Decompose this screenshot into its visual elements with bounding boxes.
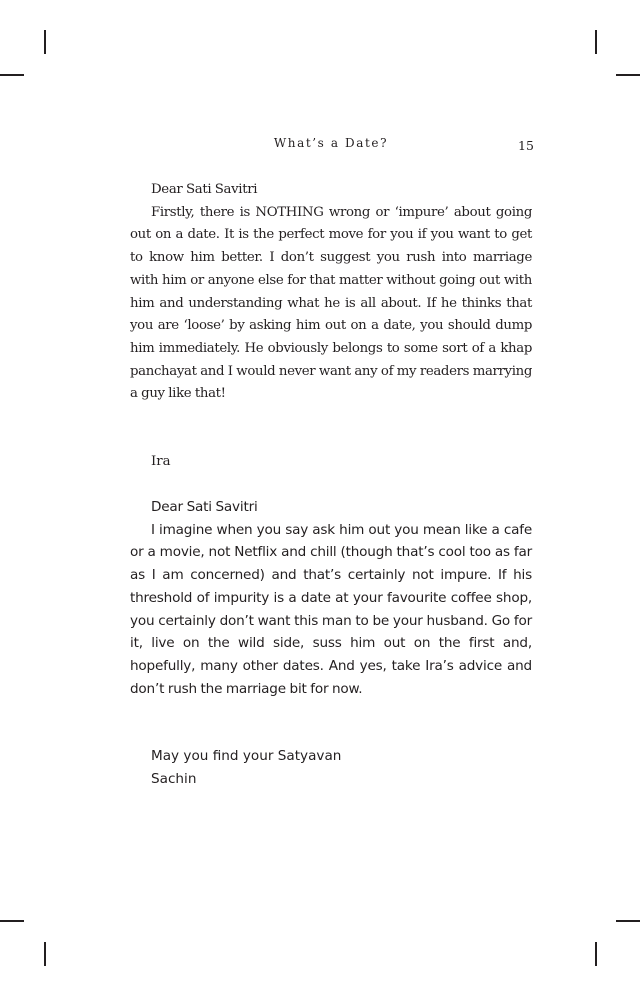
running-head-title: What’s a Date?	[273, 136, 389, 150]
crop-mark-bottom-left-horizontal	[0, 920, 24, 922]
letter-one	[130, 179, 532, 406]
letter-two-body: I imagine when you say ask him out you mean like a cafe or a movie, not Netflix and chill (though that’s cool too as far as I am concerned) and that’s certainly not impure. If his threshold of impurity is a date at your favourite coffee shop, you certainly don’t want this man to be your husband. Go for it, live on the wild side, suss him out on the first and, hopefully, many other dates. And yes, take Ira’s advice and don’t rush the marriage bit for now.	[130, 521, 532, 697]
crop-mark-top-right-horizontal	[616, 74, 640, 76]
letter-two-closing: May you find your Satyavan	[151, 748, 342, 764]
letter-two-salutation: Dear Sati Savitri	[151, 499, 258, 515]
letter-one-salutation: Dear Sati Savitri	[151, 182, 258, 197]
crop-mark-top-left-vertical	[44, 30, 46, 54]
crop-mark-bottom-left-vertical	[44, 942, 46, 966]
letter-one-body: Firstly, there is NOTHING wrong or ‘impure’ about going out on a date. It is the perfect move for you if you want to get to know him better. I don’t suggest you rush into marriage with him or anyone else for that matter without going out with him and understanding what he is all about. If he thinks that you are ‘loose’ by asking him out on a date, you should dump him immediately. He obviously belongs to some sort of a khap panchayat and I would never want any of my readers marrying a guy like that!	[130, 204, 532, 402]
page-number: 15	[518, 138, 534, 153]
letter-two-signature: Sachin	[151, 770, 197, 787]
crop-mark-top-right-vertical	[595, 30, 597, 54]
crop-mark-bottom-right-vertical	[595, 942, 597, 966]
letter-one-signoff	[130, 451, 532, 474]
letter-two-signoff	[130, 745, 532, 790]
crop-mark-bottom-right-horizontal	[616, 920, 640, 922]
letter-one-signature: Ira	[151, 454, 171, 469]
crop-mark-top-left-horizontal	[0, 74, 24, 76]
letter-two	[130, 496, 532, 700]
